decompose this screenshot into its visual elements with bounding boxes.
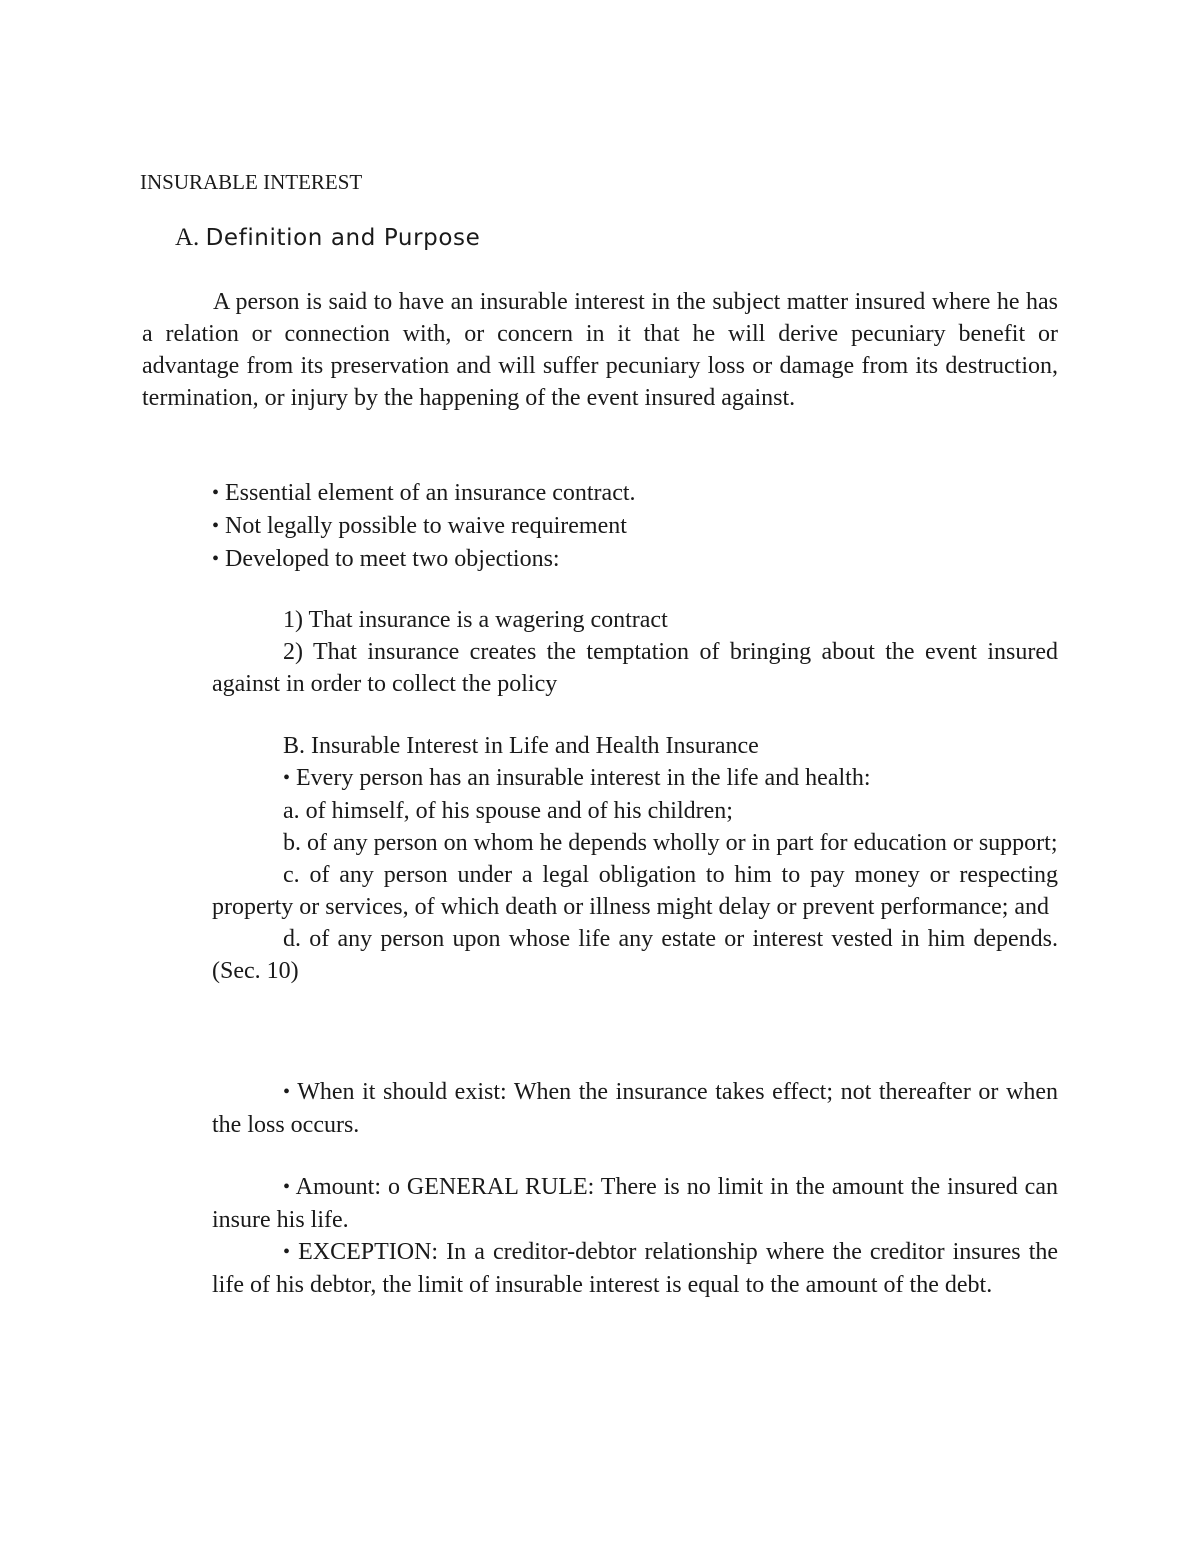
amount-text: Amount: o GENERAL RULE: There is no limit in the amount the insured can insure his life. <box>212 1174 1058 1233</box>
bullet-icon: • <box>283 1241 291 1263</box>
bullet-icon: • <box>283 1176 291 1198</box>
section-a-title: Definition and Purpose <box>205 225 481 251</box>
list-item <box>212 510 636 543</box>
section-b-heading: B. Insurable Interest in Life and Health Insurance <box>283 733 759 759</box>
list-item: a. of himself, of his spouse and of his children; <box>283 798 733 824</box>
amount-section <box>212 1171 1058 1301</box>
list-item: d. of any person upon whose life any estate or interest vested in him depends. (Sec. 10) <box>212 926 1058 984</box>
objection-item: 2) That insurance creates the temptation of bringing about the event insured against in order to collect the policy <box>212 639 1058 697</box>
section-b-bullet <box>212 762 1058 795</box>
definition-paragraph: A person is said to have an insurable interest in the subject matter insured where he has a relation or connection with, or concern in it that he will derive pecuniary benefit or advantage from its preservation and will suffer pecuniary loss or damage from its destruction, termination, or injury by the happening of the event insured against. <box>142 289 1058 411</box>
objections-list <box>212 604 1058 700</box>
list-item <box>212 477 636 510</box>
section-a-heading <box>175 224 480 252</box>
bullet-text: Developed to meet two objections: <box>225 546 560 572</box>
bullet-icon: • <box>283 1081 291 1103</box>
bullet-text: Not legally possible to waive requirement <box>225 513 627 539</box>
purpose-bullet-list <box>212 477 636 576</box>
objection-item: 1) That insurance is a wagering contract <box>283 607 668 633</box>
document-title: INSURABLE INTEREST <box>140 170 363 194</box>
list-item: b. of any person on whom he depends wholly or in part for education or support; <box>283 830 1058 856</box>
when-exist-text: When it should exist: When the insurance takes effect; not thereafter or when the loss occurs. <box>212 1079 1059 1138</box>
exception-text: EXCEPTION: In a creditor-debtor relationship where the creditor insures the life of his debtor, the limit of insurable interest is equal to the amount of the debt. <box>212 1239 1059 1298</box>
section-b <box>212 730 1058 987</box>
section-a-letter: A. <box>175 224 200 251</box>
list-item <box>212 543 636 576</box>
bullet-icon: • <box>212 482 220 504</box>
bullet-icon: • <box>283 767 291 789</box>
bullet-text: Essential element of an insurance contract. <box>225 480 636 506</box>
amount-paragraph <box>212 1171 1058 1236</box>
bullet-icon: • <box>212 515 220 537</box>
list-item: c. of any person under a legal obligation to him to pay money or respecting property or services, of which death or illness might delay or prevent performance; and <box>212 862 1058 920</box>
exception-paragraph <box>212 1236 1058 1301</box>
when-exist-paragraph <box>212 1076 1058 1141</box>
bullet-text: Every person has an insurable interest in the life and health: <box>296 765 871 791</box>
bullet-icon: • <box>212 548 220 570</box>
